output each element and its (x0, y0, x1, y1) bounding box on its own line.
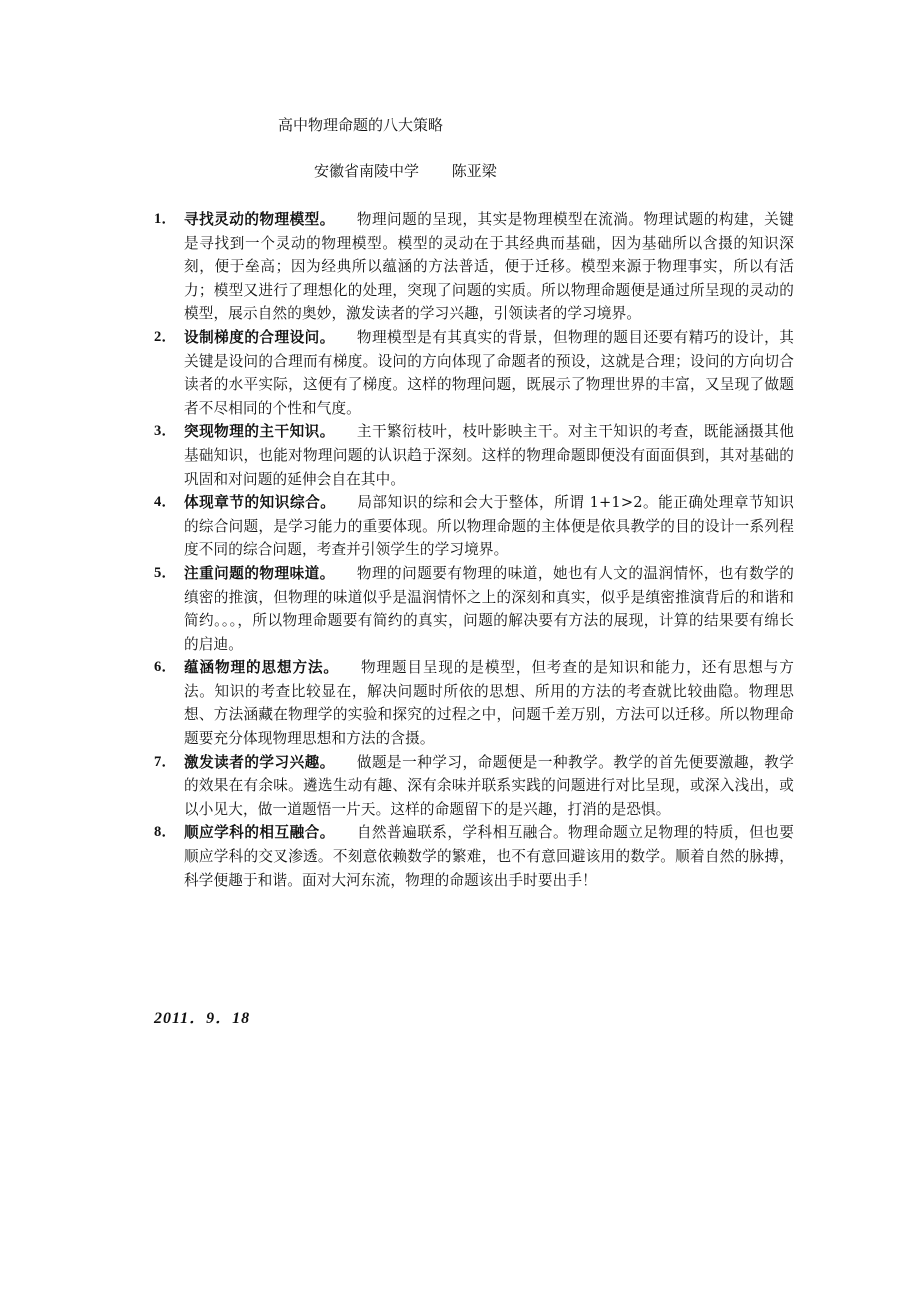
strategy-item-7 (154, 751, 794, 822)
strategy-item-4 (154, 491, 794, 562)
strategy-number: 2． (154, 328, 177, 345)
author-line (314, 160, 497, 182)
strategy-item-3 (154, 420, 794, 491)
strategy-body: 物理的问题要有物理的味道，她也有人文的温润情怀，也有数学的缜密的推演，但物理的味道似乎是温润情怀之上的深刻和真实，似乎是缜密推演背后的和谐和简约。。。，所以物理命题要有简约的真实，问题的解决要有方法的展现，计算的结果要有绵长的启迪。 (184, 564, 794, 653)
author-name: 陈亚梁 (451, 162, 497, 180)
strategy-number: 6． (154, 659, 177, 676)
strategy-heading: 注重问题的物理味道。 (184, 564, 335, 582)
strategy-number: 3． (154, 423, 177, 440)
author-school: 安徽省南陵中学 (314, 162, 420, 180)
strategy-item-5 (154, 562, 794, 656)
strategy-body: 物理模型是有其真实的背景，但物理的题目还要有精巧的设计，其关键是设问的合理而有梯度。设问的方向体现了命题者的预设，这就是合理；设问的方向切合读者的水平实际，这便有了梯度。这样的物理问题，既展示了物理世界的丰富，又呈现了做题者不尽相同的个性和气度。 (184, 328, 794, 417)
strategy-item-8 (154, 821, 794, 892)
document-date: 2011．9．18 (154, 1010, 251, 1027)
strategy-body: 物理题目呈现的是模型，但考查的是知识和能力，还有思想与方法。知识的考查比较显在，解决问题时所依的思想、所用的方法的考查就比较曲隐。物理思想、方法涵藏在物理学的实验和探究的过程之中，问题千差万别，方法可以迁移。所以物理命题要充分体现物理思想和方法的含摄。 (184, 659, 794, 748)
strategy-item-6 (154, 656, 794, 750)
strategy-body: 自然普遍联系，学科相互融合。物理命题立足物理的特质，但也要顺应学科的交叉渗透。不刻意依赖数学的繁难，也不有意回避该用的数学。顺着自然的脉搏，科学便趣于和谐。面对大河东流，物理的命题该出手时要出手！ (184, 824, 794, 889)
strategy-body: 局部知识的综和会大于整体，所谓 1+1>2。能正确处理章节知识的综合问题，是学习能力的重要体现。所以物理命题的主体便是依具教学的目的设计一系列程度不同的综合问题，考查并引领学生的学习境界。 (184, 494, 794, 559)
strategy-list (154, 208, 794, 892)
strategy-number: 4． (154, 494, 177, 511)
strategy-number: 1． (154, 211, 177, 227)
strategy-number: 5． (154, 564, 177, 581)
strategy-heading: 设制梯度的合理设问。 (184, 328, 335, 346)
strategy-heading: 蕴涵物理的思想方法。 (184, 659, 339, 677)
strategy-item-2 (154, 326, 794, 420)
strategy-heading: 顺应学科的相互融合。 (184, 824, 335, 842)
strategy-number: 8． (154, 824, 177, 841)
strategy-heading: 突现物理的主干知识。 (184, 423, 335, 441)
strategy-number: 7． (154, 753, 177, 770)
strategy-item-1 (154, 208, 794, 326)
strategy-body: 做题是一种学习，命题便是一种教学。教学的首先便要激趣，教学的效果在有余味。遴选生动有趣、深有余味并联系实践的问题进行对比呈现，或深入浅出，或以小见大，做一道题悟一片天。这样的命题留下的是兴趣，打消的是恐惧。 (184, 753, 794, 818)
strategy-body: 主干繁衍枝叶，枝叶影映主干。对主干知识的考查，既能涵摄其他基础知识，也能对物理问题的认识趋于深刻。这样的物理命题即便没有面面俱到，其对基础的巩固和对问题的延伸会自在其中。 (184, 423, 794, 488)
strategy-body: 物理问题的呈现，其实是物理模型在流淌。物理试题的构建，关键是寻找到一个灵动的物理模型。模型的灵动在于其经典而基础，因为基础所以含摄的知识深刻，便于垒高；因为经典所以蕴涵的方法普适，便于迁移。模型来源于物理事实，所以有活力；模型又进行了理想化的处理，突现了问题的实质。所以物理命题便是通过所呈现的灵动的模型，展示自然的奥妙，激发读者的学习兴趣，引领读者的学习境界。 (184, 211, 794, 323)
strategy-heading: 激发读者的学习兴趣。 (184, 753, 335, 771)
strategy-heading: 体现章节的知识综合。 (184, 494, 336, 512)
strategy-heading: 寻找灵动的物理模型。 (184, 211, 335, 228)
document-title: 高中物理命题的八大策略 (278, 116, 444, 134)
